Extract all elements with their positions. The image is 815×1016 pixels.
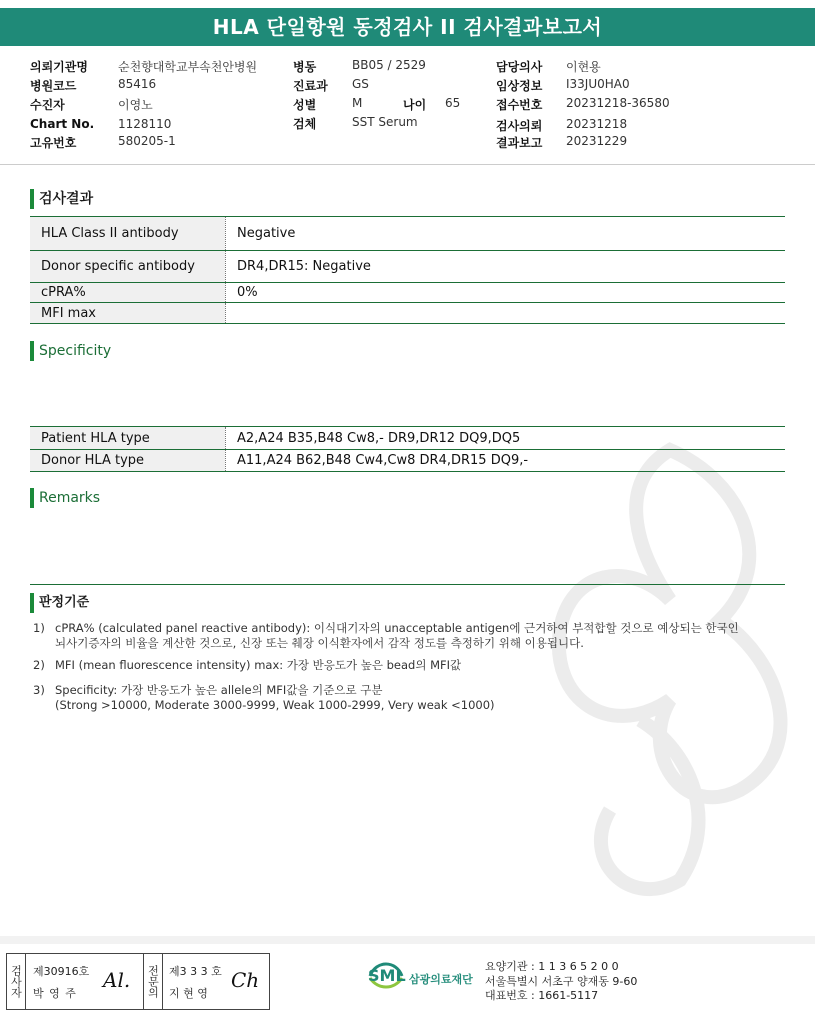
org-phone: 대표번호 : 1661-5117	[485, 989, 599, 1002]
tester-label	[7, 954, 26, 1009]
criteria-item	[33, 657, 793, 673]
specialist-name: 지 현 영	[169, 987, 208, 1000]
criteria-item	[33, 682, 793, 714]
value-attending-physician: 이현용	[566, 60, 601, 74]
sml-logo-text: SML	[368, 966, 406, 985]
value-result-report: 20231229	[566, 134, 628, 148]
specialist-label-text: 전문의	[146, 965, 160, 998]
header-divider	[0, 164, 815, 165]
label-result-report: 결과보고	[496, 136, 543, 150]
value-receipt-no: 20231218-36580	[566, 96, 670, 110]
value-age: 65	[445, 96, 461, 110]
label-clinical-info: 임상정보	[496, 79, 543, 93]
row-value: A2,A24 B35,B48 Cw8,- DR9,DR12 DQ9,DQ5	[225, 427, 785, 449]
sml-logo	[366, 958, 473, 998]
label-unique-no: 고유번호	[30, 136, 77, 150]
specialist-signature-icon: Ch	[231, 968, 260, 992]
label-test-request: 검사의뢰	[496, 119, 543, 133]
criteria-number: 3)	[33, 683, 45, 697]
label-requesting-institution: 의뢰기관명	[30, 60, 88, 74]
value-hospital-code: 85416	[118, 77, 157, 91]
row-key: Donor specific antibody	[30, 251, 225, 282]
specialist-license: 제3 3 3 호	[169, 965, 222, 978]
tester-license: 제30916호	[33, 965, 90, 978]
criteria-number: 1)	[33, 621, 45, 635]
report-title: HLA 단일항원 동정검사 II 검사결과보고서	[0, 8, 815, 46]
value-unique-no: 580205-1	[118, 134, 176, 148]
row-value: 0%	[225, 283, 785, 302]
org-info	[485, 960, 637, 1004]
row-value	[225, 303, 785, 323]
row-value: Negative	[225, 217, 785, 250]
label-sex: 성별	[293, 98, 317, 112]
criteria-divider	[30, 584, 785, 585]
row-value: A11,A24 B62,B48 Cw4,Cw8 DR4,DR15 DQ9,-	[225, 450, 785, 471]
value-ward: BB05 / 2529	[352, 58, 426, 72]
criteria-text: MFI (mean fluorescence intensity) max: 가장 반응도가 높은 bead의 MFI값	[55, 658, 462, 672]
criteria-heading: 판정기준	[30, 593, 89, 613]
table-row	[30, 251, 785, 283]
value-sex: M	[352, 96, 363, 110]
label-hospital-code: 병원코드	[30, 79, 77, 93]
value-department: GS	[352, 77, 369, 91]
tester-label-text: 검사자	[9, 965, 23, 998]
row-key: Patient HLA type	[30, 427, 225, 449]
row-key: Donor HLA type	[30, 450, 225, 471]
value-patient: 이영노	[118, 98, 153, 112]
row-key: MFI max	[30, 303, 225, 323]
row-value: DR4,DR15: Negative	[225, 251, 785, 282]
label-chart-no: Chart No.	[30, 117, 95, 131]
hla-type-table	[30, 426, 785, 472]
org-name: 삼광의료재단	[409, 973, 473, 986]
value-chart-no: 1128110	[118, 117, 172, 131]
specificity-heading: Specificity	[30, 341, 111, 361]
table-row	[30, 283, 785, 303]
value-specimen: SST Serum	[352, 115, 418, 129]
table-row	[30, 450, 785, 472]
row-key: cPRA%	[30, 283, 225, 302]
criteria-text: Specificity: 가장 반응도가 높은 allele의 MFI값을 기준으로 구분	[55, 683, 383, 697]
table-row	[30, 427, 785, 450]
label-attending-physician: 담당의사	[496, 60, 543, 74]
results-table	[30, 216, 785, 324]
row-key: HLA Class II antibody	[30, 217, 225, 250]
criteria-item	[33, 620, 793, 652]
org-code: 요양기관 : 1 1 3 6 5 2 0 0	[485, 960, 619, 973]
label-age: 나이	[403, 98, 427, 112]
tester-name: 박 영 주	[33, 987, 77, 1000]
table-row	[30, 303, 785, 324]
results-heading: 검사결과	[30, 189, 93, 209]
label-department: 진료과	[293, 79, 328, 93]
label-ward: 병동	[293, 60, 317, 74]
criteria-text: cPRA% (calculated panel reactive antibody): 이식대기자의 unacceptable antigen에 근거하여 부적합할 것으로 예상되는 한국인	[55, 621, 739, 635]
remarks-heading: Remarks	[30, 488, 100, 508]
criteria-text: 뇌사기증자의 비율을 계산한 것으로, 신장 또는 췌장 이식환자에서 감작 정도를 측정하기 위해 이용됩니다.	[55, 636, 584, 650]
value-clinical-info: I33JU0HA0	[566, 77, 630, 91]
criteria-text: (Strong >10000, Moderate 3000-9999, Weak 1000-2999, Very weak <1000)	[55, 698, 495, 712]
patient-info	[0, 0, 815, 160]
table-row	[30, 217, 785, 251]
signature-box	[6, 953, 270, 1010]
footer-band	[0, 936, 815, 944]
value-requesting-institution: 순천향대학교부속천안병원	[118, 60, 258, 74]
label-specimen: 검체	[293, 117, 317, 131]
label-receipt-no: 접수번호	[496, 98, 543, 112]
tester-signature-icon: Al.	[103, 968, 131, 992]
value-test-request: 20231218	[566, 117, 628, 131]
specialist-label	[143, 954, 163, 1009]
org-address: 서울특별시 서초구 양재동 9-60	[485, 974, 638, 988]
label-patient: 수진자	[30, 98, 65, 112]
criteria-number: 2)	[33, 658, 45, 672]
